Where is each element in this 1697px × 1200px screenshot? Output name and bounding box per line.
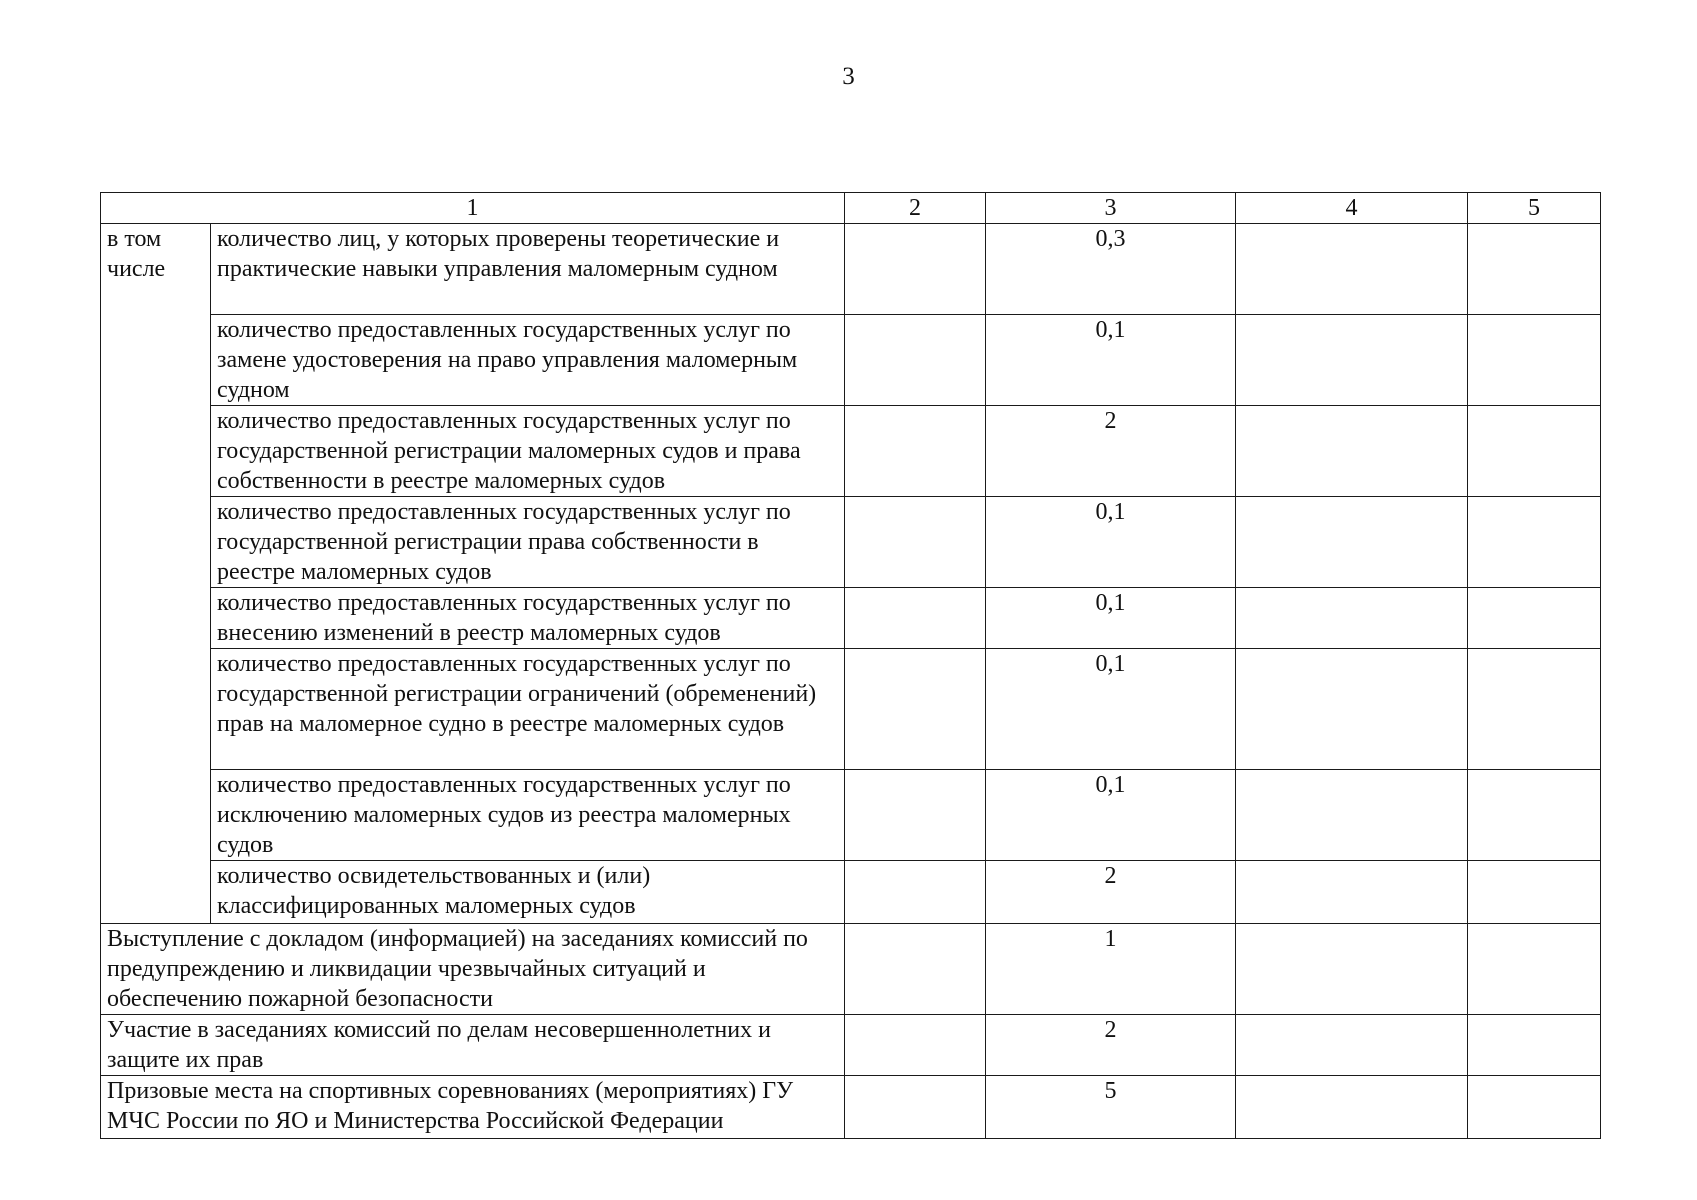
- table-row: [101, 1076, 1601, 1139]
- header-col-5: 5: [1468, 193, 1601, 224]
- header-col-4: 4: [1236, 193, 1468, 224]
- cell-col-2: [845, 1015, 986, 1076]
- cell-col-5: [1468, 224, 1601, 315]
- cell-col-2: [845, 1076, 986, 1139]
- table-row: [101, 1015, 1601, 1076]
- cell-col-3: 2: [986, 861, 1236, 924]
- cell-col-4: [1236, 588, 1468, 649]
- cell-col-3: 5: [986, 1076, 1236, 1139]
- header-col-3: 3: [986, 193, 1236, 224]
- cell-col-3: 2: [986, 406, 1236, 497]
- cell-col-2: [845, 861, 986, 924]
- group-label-cell: в том числе: [101, 224, 211, 924]
- table-row: [101, 649, 1601, 770]
- cell-col-5: [1468, 588, 1601, 649]
- indicators-table: [100, 192, 1601, 1139]
- row-label: количество предоставленных государственных услуг по государственной регистрации права собственности в реестре маломерных судов: [211, 497, 845, 588]
- cell-col-5: [1468, 861, 1601, 924]
- cell-col-4: [1236, 1015, 1468, 1076]
- page-number: 3: [842, 63, 855, 90]
- cell-col-4: [1236, 861, 1468, 924]
- table-row: [101, 497, 1601, 588]
- cell-col-2: [845, 497, 986, 588]
- cell-col-2: [845, 224, 986, 315]
- cell-col-3: 0,1: [986, 649, 1236, 770]
- row-label: количество предоставленных государственных услуг по государственной регистрации маломерных судов и права собственности в реестре маломерных судов: [211, 406, 845, 497]
- row-label: количество предоставленных государственных услуг по государственной регистрации ограничений (обременений) прав на маломерное судно в реестре маломерных судов: [211, 649, 845, 770]
- row-label: количество лиц, у которых проверены теоретические и практические навыки управления маломерным судном: [211, 224, 845, 315]
- header-col-2: 2: [845, 193, 986, 224]
- cell-col-4: [1236, 224, 1468, 315]
- cell-col-3: 0,1: [986, 497, 1236, 588]
- row-label: Выступление с докладом (информацией) на заседаниях комиссий по предупреждению и ликвидации чрезвычайных ситуаций и обеспечению пожарной безопасности: [101, 924, 845, 1015]
- cell-col-3: 0,1: [986, 588, 1236, 649]
- table-row: [101, 924, 1601, 1015]
- table-row: [101, 224, 1601, 315]
- cell-col-5: [1468, 649, 1601, 770]
- cell-col-5: [1468, 924, 1601, 1015]
- row-label: Участие в заседаниях комиссий по делам несовершеннолетних и защите их прав: [101, 1015, 845, 1076]
- cell-col-4: [1236, 924, 1468, 1015]
- cell-col-2: [845, 649, 986, 770]
- cell-col-3: 0,1: [986, 315, 1236, 406]
- cell-col-5: [1468, 770, 1601, 861]
- cell-col-5: [1468, 1015, 1601, 1076]
- table-row: [101, 770, 1601, 861]
- cell-col-2: [845, 315, 986, 406]
- row-label: количество освидетельствованных и (или) классифицированных маломерных судов: [211, 861, 845, 924]
- table-header-row: [101, 193, 1601, 224]
- cell-col-2: [845, 770, 986, 861]
- cell-col-4: [1236, 497, 1468, 588]
- cell-col-4: [1236, 649, 1468, 770]
- cell-col-4: [1236, 1076, 1468, 1139]
- cell-col-4: [1236, 770, 1468, 861]
- cell-col-4: [1236, 406, 1468, 497]
- header-col-1: 1: [101, 193, 845, 224]
- row-label: Призовые места на спортивных соревнованиях (мероприятиях) ГУ МЧС России по ЯО и Министерства Российской Федерации: [101, 1076, 845, 1139]
- cell-col-2: [845, 406, 986, 497]
- cell-col-5: [1468, 497, 1601, 588]
- cell-col-5: [1468, 1076, 1601, 1139]
- row-label: количество предоставленных государственных услуг по внесению изменений в реестр маломерных судов: [211, 588, 845, 649]
- cell-col-2: [845, 924, 986, 1015]
- cell-col-3: 1: [986, 924, 1236, 1015]
- table-row: [101, 406, 1601, 497]
- cell-col-4: [1236, 315, 1468, 406]
- cell-col-5: [1468, 315, 1601, 406]
- table-row: [101, 861, 1601, 924]
- cell-col-3: 0,3: [986, 224, 1236, 315]
- cell-col-3: 0,1: [986, 770, 1236, 861]
- row-label: количество предоставленных государственных услуг по исключению маломерных судов из реестра маломерных судов: [211, 770, 845, 861]
- cell-col-3: 2: [986, 1015, 1236, 1076]
- table-row: [101, 315, 1601, 406]
- table-row: [101, 588, 1601, 649]
- cell-col-5: [1468, 406, 1601, 497]
- cell-col-2: [845, 588, 986, 649]
- row-label: количество предоставленных государственных услуг по замене удостоверения на право управления маломерным судном: [211, 315, 845, 406]
